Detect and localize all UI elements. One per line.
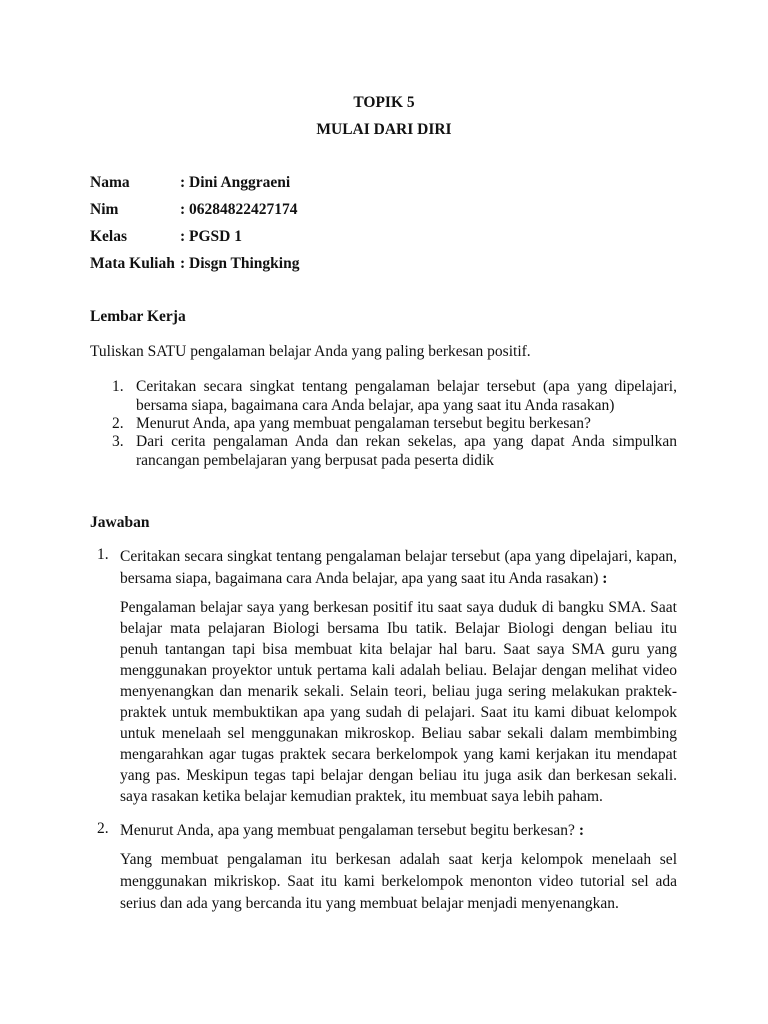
worksheet-question-number: 3. xyxy=(112,433,124,450)
worksheet-question-2 xyxy=(136,415,677,434)
worksheet-question-1 xyxy=(136,378,677,415)
answer-paragraph-2 xyxy=(120,849,677,915)
answer-question-line: bersama siapa, bagaimana cara Anda belajar, apa yang saat itu Anda rasakan) : xyxy=(120,570,608,587)
worksheet-question-line: bersama siapa, bagaimana cara Anda belajar, apa yang saat itu Anda rasakan) xyxy=(136,396,615,414)
answer-line: Pengalaman belajar saya yang berkesan positif itu saat saya duduk di bangku SMA. Saat xyxy=(120,599,677,616)
answer-line: menyenangkan dan menarik sekali. Selain teori, beliau juga sering melakukan praktek- xyxy=(120,683,677,700)
info-label-nim: Nim xyxy=(90,201,119,218)
answer-question-line: Menurut Anda, apa yang membuat pengalaman tersebut begitu berkesan? : xyxy=(120,822,584,839)
answer-line: menggunakan proyektor untuk pertama kali adalah beliau. Belajar dengan melihat video xyxy=(120,662,677,679)
worksheet-question-line: rancangan pembelajaran yang berpusat pada peserta didik xyxy=(136,451,495,469)
info-value-nama: : Dini Anggraeni xyxy=(180,174,291,191)
answer-line: serius dan ada yang bercanda itu yang membuat belajar menjadi menyenangkan. xyxy=(120,895,619,912)
answer-line: untuk menelaah sel menggunakan mikroskop. Beliau sabar sekali dalam membimbing xyxy=(120,725,677,742)
worksheet-question-number: 2. xyxy=(112,415,124,432)
worksheet-question-line: Dari cerita pengalaman Anda dan rekan sekelas, apa yang dapat Anda simpulkan xyxy=(136,433,677,450)
info-value-mata-kuliah: : Disgn Thingking xyxy=(180,255,300,272)
info-value-kelas: : PGSD 1 xyxy=(180,228,242,245)
info-value-nim: : 06284822427174 xyxy=(180,201,298,218)
answer-paragraph-1 xyxy=(120,597,677,807)
answer-question-2 xyxy=(120,820,677,842)
worksheet-question-number: 1. xyxy=(112,378,124,395)
answer-question-1 xyxy=(120,546,677,590)
worksheet-heading: Lembar Kerja xyxy=(90,308,186,325)
answer-question-line: Ceritakan secara singkat tentang pengalaman belajar tersebut (apa yang dipelajari, kapan, xyxy=(120,548,677,565)
worksheet-question-line: Ceritakan secara singkat tentang pengalaman belajar tersebut (apa yang dipelajari, xyxy=(136,378,677,395)
info-label-nama: Nama xyxy=(90,174,130,191)
document-title: MULAI DARI DIRI xyxy=(316,121,452,138)
answer-line: saya rasakan ketika belajar kemudian praktek, itu membuat saya lebih paham. xyxy=(120,788,603,805)
topic-number: TOPIK 5 xyxy=(353,94,415,111)
worksheet-instruction: Tuliskan SATU pengalaman belajar Anda yang paling berkesan positif. xyxy=(90,343,531,360)
answer-line: menggunakan mikriskop. Saat itu kami berkelompok menonton video tutorial sel ada xyxy=(120,873,677,890)
answer-question-number: 2. xyxy=(97,820,109,837)
answer-line: belajar mata pelajaran Biologi bersama Ibu tatik. Belajar Biologi dengan beliau itu xyxy=(120,620,677,637)
answer-line: mengarahkan agar tugas praktek secara berkelompok yang kami kerjakan itu mendapat xyxy=(120,746,677,763)
info-label-kelas: Kelas xyxy=(90,228,128,245)
answers-heading: Jawaban xyxy=(90,514,150,531)
answer-question-number: 1. xyxy=(97,546,109,563)
worksheet-question-line: Menurut Anda, apa yang membuat pengalaman tersebut begitu berkesan? xyxy=(136,415,591,432)
answer-line: yang pas. Meskipun tegas tapi belajar dengan beliau itu juga asik dan berkesan sekali. xyxy=(120,767,677,784)
info-label-mata-kuliah: Mata Kuliah xyxy=(90,255,175,272)
question-colon: : xyxy=(598,570,608,587)
question-colon: : xyxy=(574,822,584,839)
answer-line: Yang membuat pengalaman itu berkesan adalah saat kerja kelompok menelaah sel xyxy=(120,851,677,868)
worksheet-question-3 xyxy=(136,433,677,470)
answer-line: praktek untuk membuktikan apa yang sudah di pelajari. Saat itu kami dibuat kelompok xyxy=(120,704,677,721)
answer-line: penuh tantangan tapi bisa membuat kita belajar hal baru. Saat saya SMA guru yang xyxy=(120,641,677,658)
